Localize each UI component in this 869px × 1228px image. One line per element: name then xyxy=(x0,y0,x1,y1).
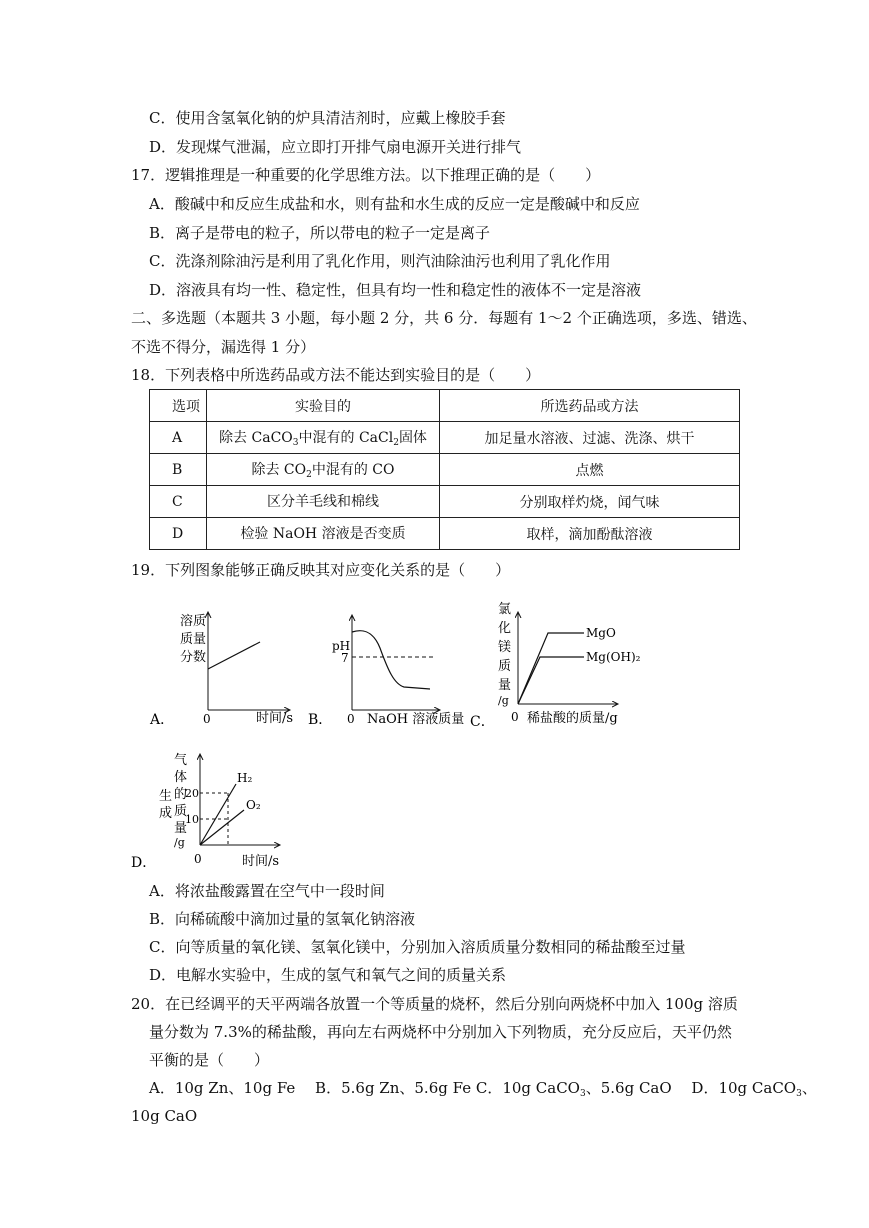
q17-stem: 17．逻辑推理是一种重要的化学思维方法。以下推理正确的是（ ） xyxy=(131,166,601,184)
row-goal: 区分羊毛线和棉线 xyxy=(207,486,440,518)
graph-a-label: A． xyxy=(150,712,175,728)
graph-d-ylabel1: 生 xyxy=(159,789,173,804)
header-method: 所选药品或方法 xyxy=(440,390,740,422)
graph-d-label: D． xyxy=(131,855,157,871)
q18-stem: 18．下列表格中所选药品或方法不能达到实验目的是（ ） xyxy=(131,366,541,384)
graph-a-curve xyxy=(208,642,260,669)
graph-a-xlabel: 时间/s xyxy=(256,711,294,726)
q20-stem-line2: 量分数为 7.3%的稀盐酸，再向左右两烧杯中分别加入下列物质，充分反应后，天平仍然 xyxy=(149,1023,732,1041)
graph-c-label: C． xyxy=(470,714,495,730)
q16-option-c: C．使用含氢氧化钠的炉具清洁剂时，应戴上橡胶手套 xyxy=(149,109,506,127)
q19-option-c: C．向等质量的氧化镁、氢氧化镁中，分别加入溶质质量分数相同的稀盐酸至过量 xyxy=(149,938,686,956)
q20-stem-line1: 20．在已经调平的天平两端各放置一个等质量的烧杯，然后分别向两烧杯中加入 100g 溶质 xyxy=(131,995,738,1013)
row-option: B xyxy=(150,454,207,486)
graph-b-origin: 0 xyxy=(347,712,355,726)
q20-options: A．10g Zn、10g Fe B．5.6g Zn、5.6g Fe C．10g CaCO$_3$、5.6g CaO D．10g CaCO$_3$、 xyxy=(149,1079,817,1099)
graph-d-series-o2: O₂ xyxy=(246,798,261,812)
row-option: C xyxy=(150,486,207,518)
graph-a-ylabel: 分数 xyxy=(180,650,207,665)
q19-option-d: D．电解水实验中，生成的氢气和氧气之间的质量关系 xyxy=(149,966,507,984)
graph-b xyxy=(308,615,464,728)
graph-b-ylabel: pH xyxy=(332,639,351,653)
row-goal: 检验 NaOH 溶液是否变质 xyxy=(207,518,440,550)
graph-c-ylabel: 镁 xyxy=(498,640,512,655)
graph-d-ylabel2: /g xyxy=(174,836,185,849)
row-method: 分别取样灼烧，闻气味 xyxy=(440,486,740,518)
graph-d-ylabel2: 体 xyxy=(174,770,188,785)
graph-d-tick-10: 10 xyxy=(185,813,199,826)
row-method: 取样，滴加酚酞溶液 xyxy=(440,518,740,550)
graph-c-ylabel: 质 xyxy=(498,659,512,674)
q16-option-d: D．发现煤气泄漏，应立即打开排气扇电源开关进行排气 xyxy=(149,138,522,156)
q20-stem-line3: 平衡的是（ ） xyxy=(149,1051,270,1069)
q17-option-b: B．离子是带电的粒子，所以带电的粒子一定是离子 xyxy=(149,224,491,242)
graph-c-ylabel: /g xyxy=(498,694,509,707)
graph-a-ylabel: 溶质 xyxy=(180,614,207,629)
header-option: 选项 xyxy=(150,390,207,422)
section2-heading-cont: 不选不得分，漏选得 1 分） xyxy=(131,338,316,356)
q20-options-cont: 10g CaO xyxy=(131,1107,198,1125)
graph-b-xlabel: NaOH 溶液质量 xyxy=(367,712,465,727)
graph-b-tick: 7 xyxy=(341,651,349,665)
graph-a xyxy=(149,612,293,728)
graph-a-ylabel: 质量 xyxy=(180,632,207,647)
graph-c-ylabel: 量 xyxy=(498,678,512,693)
graph-c-mgo-line xyxy=(518,633,584,704)
graph-a-origin: 0 xyxy=(203,712,211,726)
q17-option-d: D．溶液具有均一性、稳定性，但具有均一性和稳定性的液体不一定是溶液 xyxy=(149,281,642,299)
graph-c-xlabel: 稀盐酸的质量/g xyxy=(527,711,618,726)
graph-d-tick-20: 20 xyxy=(185,787,199,800)
graph-d-ylabel2: 气 xyxy=(174,753,188,768)
section2-heading: 二、多选题（本题共 3 小题，每小题 2 分，共 6 分．每题有 1～2 个正确选项，多选、错选、 xyxy=(131,309,757,327)
graph-d-ylabel1: 成 xyxy=(159,806,173,821)
row-option: A xyxy=(150,422,207,454)
graph-d-o2-line xyxy=(200,810,244,845)
graph-d-ylabel2: 量 xyxy=(174,821,188,836)
row-option: D xyxy=(150,518,207,550)
graph-d xyxy=(131,753,280,871)
q19-option-b: B．向稀硫酸中滴加过量的氢氧化钠溶液 xyxy=(149,910,416,928)
graph-d-series-h2: H₂ xyxy=(237,771,253,785)
graph-d-origin: 0 xyxy=(194,852,202,866)
graph-c-series-mgo: MgO xyxy=(586,626,616,640)
graph-c-origin: 0 xyxy=(511,710,519,724)
row-method: 点燃 xyxy=(440,454,740,486)
graph-d-ylabel2: 质 xyxy=(174,804,188,819)
graph-c-ylabel: 氯 xyxy=(498,602,512,617)
graph-c-series-mgoh2: Mg(OH)₂ xyxy=(586,650,641,664)
q19-stem: 19．下列图象能够正确反映其对应变化关系的是（ ） xyxy=(131,561,511,579)
graph-d-xlabel: 时间/s xyxy=(242,854,280,869)
row-goal: 除去 CaCO$_3$中混有的 CaCl$_2$固体 xyxy=(207,422,440,454)
graph-b-label: B． xyxy=(308,712,333,728)
graph-b-curve xyxy=(352,631,430,689)
q17-option-a: A．酸碱中和反应生成盐和水，则有盐和水生成的反应一定是酸碱中和反应 xyxy=(149,195,640,213)
q19-option-a: A．将浓盐酸露置在空气中一段时间 xyxy=(149,882,385,900)
graph-c-ylabel: 化 xyxy=(498,621,512,636)
row-method: 加足量水溶液、过滤、洗涤、烘干 xyxy=(440,422,740,454)
q17-option-c: C．洗涤剂除油污是利用了乳化作用，则汽油除油污也利用了乳化作用 xyxy=(149,252,611,270)
row-goal: 除去 $CO_2$中混有的 CO xyxy=(207,454,440,486)
header-goal: 实验目的 xyxy=(207,390,440,422)
graph-d-ylabel2: 的 xyxy=(174,787,188,802)
graph-c xyxy=(470,602,641,730)
